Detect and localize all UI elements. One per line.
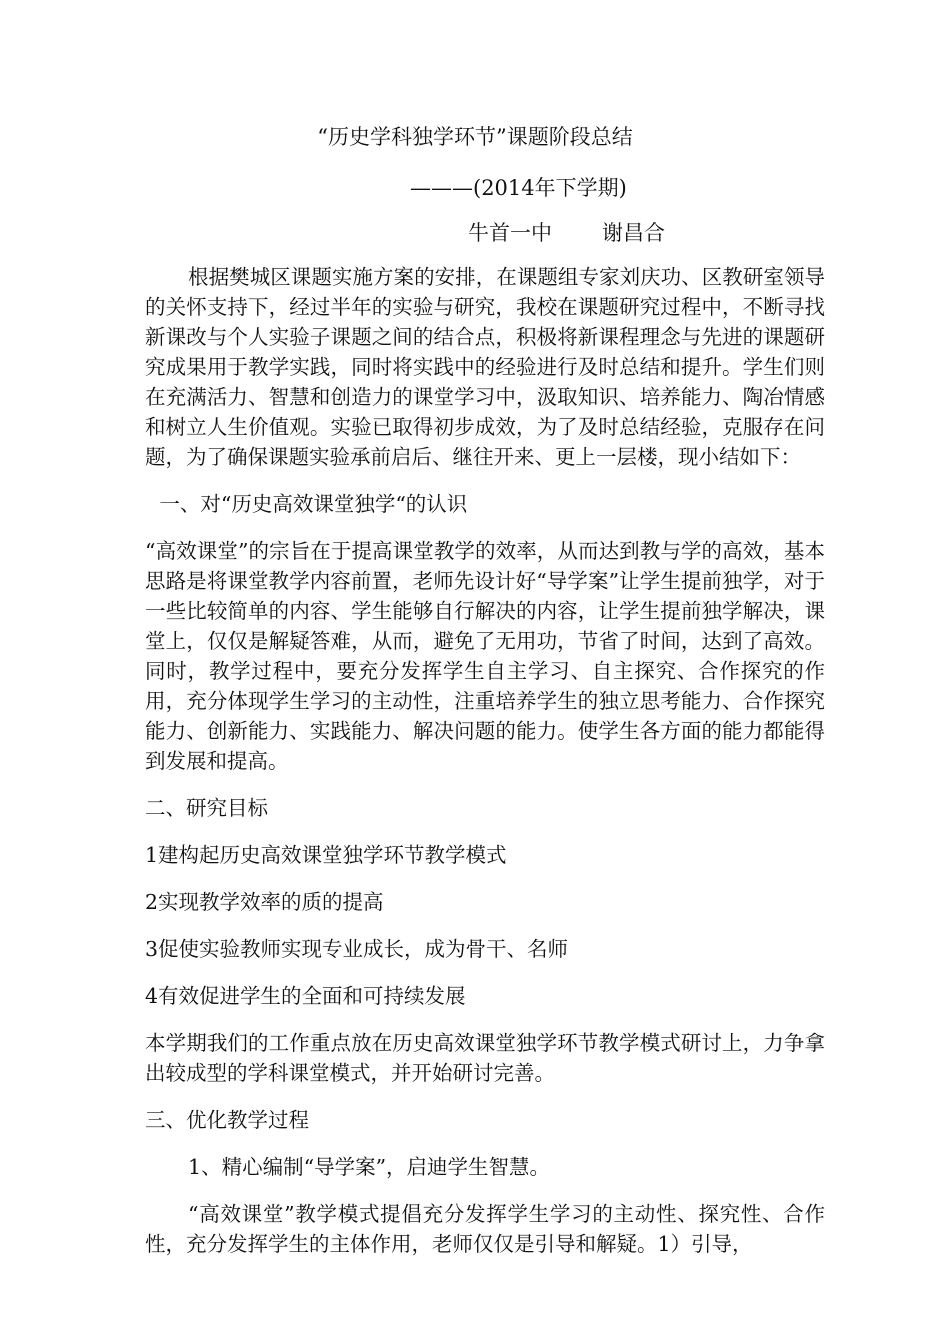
goal-item-1: 1建构起历史高效课堂独学环节教学模式 (145, 843, 507, 867)
section-heading-2: 二、研究目标 (145, 796, 268, 820)
goal-item-3: 3促使实验教师实现专业成长，成为骨干、名师 (145, 937, 569, 961)
intro-paragraph: 根据樊城区课题实施方案的安排，在课题组专家刘庆功、区教研室领导的关怀支持下，经过半年的实验与研究，我校在课题研究过程中，不断寻找新课改与个人实验子课题之间的结合点，积极将新课程理念与先进的课题研究成果用于教学实践，同时将实践中的经验进行及时总结和提升。学生们则在充满活力、智慧和创造力的课堂学习中，汲取知识、培养能力、陶冶情感和树立人生价值观。实验已取得初步成效，为了及时总结经验，克服存在问题，为了确保课题实验承前启后、继往开来、更上一层楼，现小结如下： (145, 265, 825, 469)
semester-focus-paragraph: 本学期我们的工作重点放在历史高效课堂独学环节教学模式研讨上，力争拿出较成型的学科课堂模式，并开始研讨完善。 (145, 1031, 825, 1085)
document-subtitle: ———(2014年下学期) (410, 176, 627, 200)
section-heading-3: 三、优化教学过程 (145, 1108, 309, 1132)
section-heading-1: 一、对“历史高效课堂独学“的认识 (159, 492, 468, 516)
section-3-paragraph: “高效课堂”教学模式提倡充分发挥学生学习的主动性、探究性、合作性，充分发挥学生的主体作用，老师仅仅是引导和解疑。1）引导， (145, 1202, 825, 1256)
goal-item-4: 4有效促进学生的全面和可持续发展 (145, 984, 466, 1008)
subsection-heading-3-1: 1、精心编制“导学案”，启迪学生智慧。 (188, 1155, 551, 1179)
author-name: 谢昌合 (602, 221, 665, 245)
goal-item-2: 2实现教学效率的质的提高 (145, 890, 384, 914)
document-body (145, 262, 825, 1259)
author-line (468, 218, 665, 248)
section-1-paragraph: “高效课堂”的宗旨在于提高课堂教学的效率，从而达到教与学的高效，基本思路是将课堂教学内容前置，老师先设计好“导学案”让学生提前独学，对于一些比较简单的内容、学生能够自行解决的内容，让学生提前独学解决，课堂上，仅仅是解疑答难，从而，避免了无用功，节省了时间，达到了高效。同时，教学过程中，要充分发挥学生自主学习、自主探究、合作探究的作用，充分体现学生学习的主动性，注重培养学生的独立思考能力、合作探究能力、创新能力、实践能力、解决问题的能力。使学生各方面的能力都能得到发展和提高。 (145, 539, 825, 773)
document-title: “历史学科独学环节”课题阶段总结 (317, 125, 633, 149)
author-school: 牛首一中 (468, 221, 552, 245)
